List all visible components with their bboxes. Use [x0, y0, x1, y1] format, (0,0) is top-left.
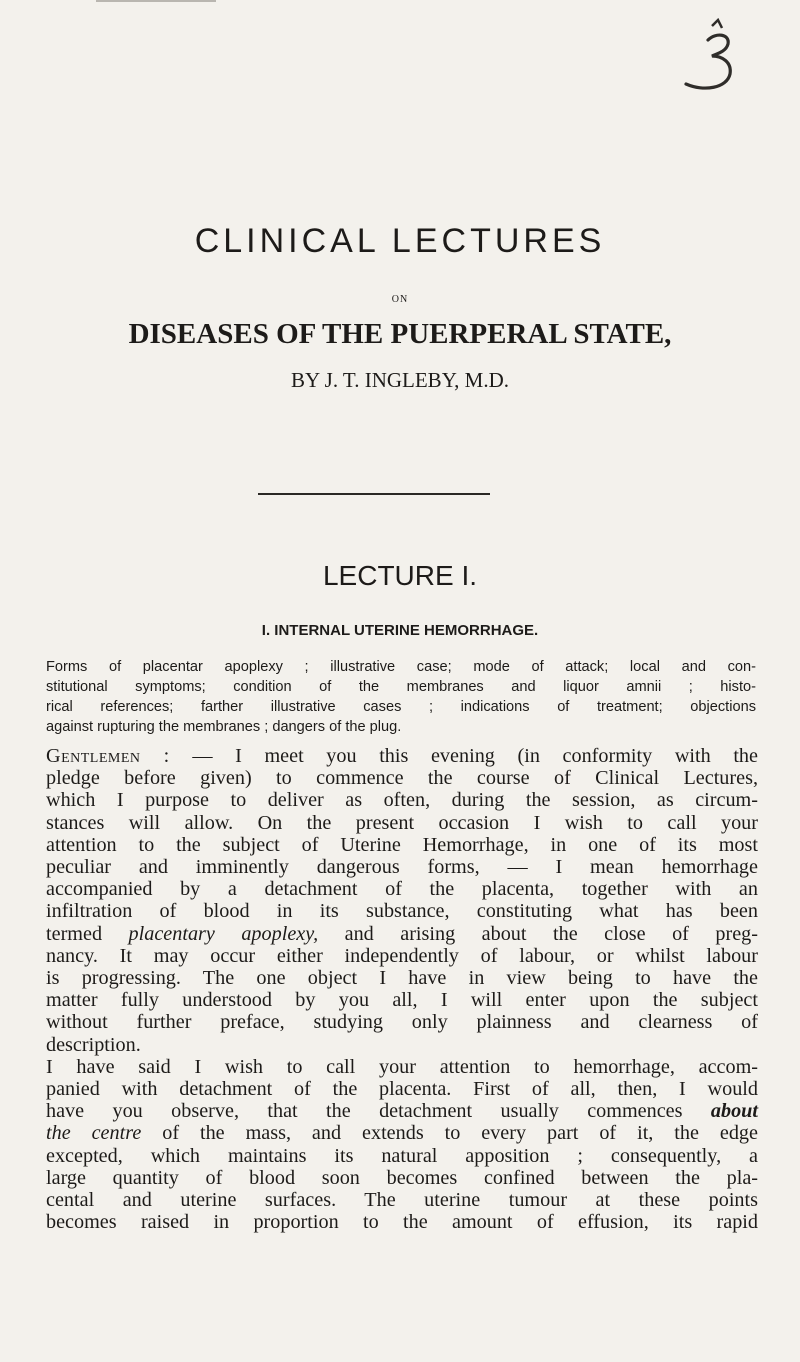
salutation: Gentlemen :	[46, 745, 170, 767]
body-line: peculiar and imminently dangerous forms, — I mean hemorrhage	[46, 856, 758, 879]
body-line-text: of the mass, and extends to every part of it, the edge	[141, 1122, 758, 1145]
synopsis-line: against rupturing the membranes ; dangers of the plug.	[46, 719, 402, 735]
body-line: I have said I wish to call your attention to hemorrhage, accom-	[46, 1055, 758, 1078]
body-line	[46, 1100, 758, 1122]
emphasis-term: placentary apoplexy,	[128, 922, 319, 945]
body-line: pledge before given) to commence the course of Clinical Lectures,	[46, 767, 758, 790]
divider-rule	[258, 493, 490, 495]
synopsis-line: Forms of placentar apoplexy ; illustrative case; mode of attack; local and con-	[46, 659, 756, 675]
body-line: large quantity of blood soon becomes confined between the pla-	[46, 1166, 758, 1189]
lecture-synopsis	[46, 657, 756, 737]
author-line: BY J. T. INGLEBY, M.D.	[291, 368, 509, 392]
emphasis-term: the centre	[46, 1122, 142, 1145]
body-line	[46, 745, 758, 767]
synopsis-line: stitutional symptoms; condition of the membranes and liquor amnii ; histo-	[46, 679, 756, 695]
body-line: cental and uterine surfaces. The uterine tumour at these points	[46, 1189, 758, 1212]
section-heading: I. INTERNAL UTERINE HEMORRHAGE.	[261, 622, 539, 639]
body-line: infiltration of blood in its substance, constituting what has been	[46, 900, 758, 923]
body-line: without further preface, studying only plainness and clearness of	[46, 1011, 758, 1034]
synopsis-line: rical references; farther illustrative cases ; indications of treatment; objections	[46, 699, 756, 715]
body-line: panied with detachment of the placenta. First of all, then, I would	[46, 1078, 758, 1101]
book-title: CLINICAL LECTURES	[194, 222, 606, 260]
book-subtitle: DISEASES OF THE PUERPERAL STATE,	[128, 318, 672, 350]
body-line-text: have you observe, that the detachment usually commences	[46, 1100, 683, 1123]
lecture-body	[46, 745, 758, 1233]
body-line-text: termed	[46, 922, 129, 945]
body-line	[46, 923, 758, 945]
body-line: becomes raised in proportion to the amount of effusion, its rapid	[46, 1211, 758, 1234]
body-line	[46, 1122, 758, 1144]
page-edge-mark	[96, 0, 216, 2]
body-line-text: and arising about the close of preg-	[318, 922, 758, 945]
body-line: which I purpose to deliver as often, during the session, as circum-	[46, 789, 758, 812]
body-line: matter fully understood by you all, I will enter upon the subject	[46, 989, 758, 1012]
body-line-text: — I meet you this evening (in conformity with the	[169, 745, 758, 767]
handwritten-page-number	[652, 18, 742, 98]
emphasis-term: about	[710, 1100, 759, 1123]
body-line: attention to the subject of Uterine Hemorrhage, in one of its most	[46, 833, 758, 856]
body-line: is progressing. The one object I have in view being to have the	[46, 967, 758, 990]
body-line: accompanied by a detachment of the placenta, together with an	[46, 878, 758, 901]
body-line: description.	[46, 1033, 141, 1056]
body-line: stances will allow. On the present occasion I wish to call your	[46, 811, 758, 834]
body-line: nancy. It may occur either independently of labour, or whilst labour	[46, 944, 758, 967]
body-line: excepted, which maintains its natural apposition ; consequently, a	[46, 1144, 758, 1167]
lecture-heading: LECTURE I.	[322, 560, 478, 591]
title-connector: ON	[391, 294, 409, 305]
